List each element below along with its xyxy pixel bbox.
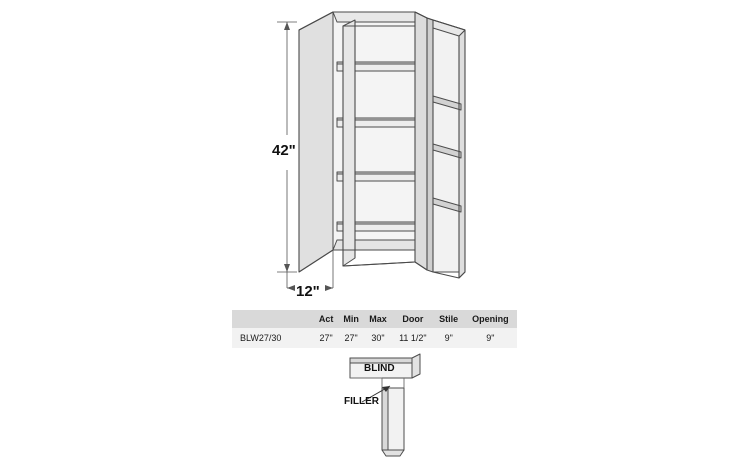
cell-opening: 9": [464, 328, 517, 348]
blind-label: BLIND: [364, 363, 395, 374]
cell-max: 30": [364, 328, 392, 348]
plan-svg: [320, 352, 500, 462]
height-dimension-label: 42": [272, 142, 296, 159]
cell-stile: 9": [434, 328, 464, 348]
cell-model: BLW27/30: [232, 328, 314, 348]
cell-door: 11 1/2": [392, 328, 433, 348]
specification-table-container: [232, 310, 517, 348]
cabinet-left-side-panel: [299, 12, 333, 272]
column-header-door: Door: [392, 310, 433, 328]
column-header-max: Max: [364, 310, 392, 328]
column-header-act: Act: [314, 310, 338, 328]
column-header-opening: Opening: [464, 310, 517, 328]
specification-table: [232, 310, 517, 348]
filler-label: FILLER: [344, 396, 379, 407]
plan-corner-lines: [350, 378, 404, 388]
cell-act: 27": [314, 328, 338, 348]
cabinet-open-door: [415, 12, 433, 272]
cabinet-perspective-drawing: [255, 0, 515, 300]
cabinet-center-stile: [343, 20, 355, 266]
depth-dimension-label: 12": [296, 283, 320, 300]
table-row: [232, 328, 517, 348]
table-header-row: [232, 310, 517, 328]
plan-vertical-run: [382, 388, 404, 456]
column-header-min: Min: [338, 310, 364, 328]
blind-filler-plan-diagram: [320, 352, 500, 462]
column-header-stile: Stile: [434, 310, 464, 328]
column-header-model: [232, 310, 314, 328]
cell-min: 27": [338, 328, 364, 348]
